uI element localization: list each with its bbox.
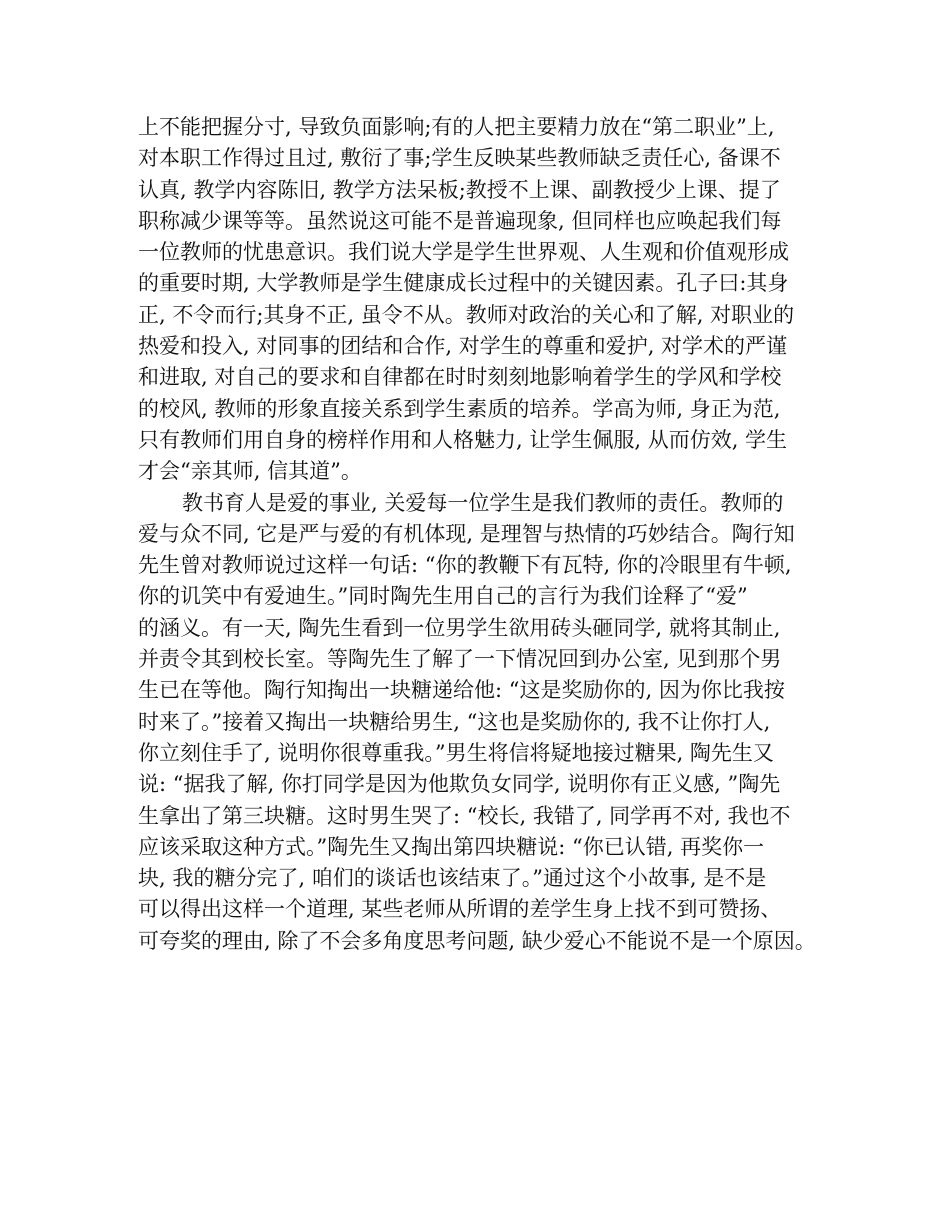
text-line: 只有教师们用自身的榜样作用和人格魅力, 让学生佩服, 从而仿效, 学生 (138, 427, 788, 452)
body-text (138, 112, 828, 957)
text-line: 时来了。”接着又掏出一块糖给男生, “这也是奖励你的, 我不让你打人, (138, 709, 771, 734)
text-line: 可夸奖的理由, 除了不会多角度思考问题, 缺少爱心不能说不是一个原因。 (138, 928, 816, 953)
text-line: 和进取, 对自己的要求和自律都在时时刻刻地影响着学生的学风和学校 (138, 365, 782, 390)
text-line: 职称减少课等等。虽然说这可能不是普遍现象, 但同样也应唤起我们每 (138, 208, 782, 233)
text-line: 块, 我的糖分完了, 咱们的谈话也该结束了。”通过这个小故事, 是不是 (138, 866, 767, 891)
text-line: 生已在等他。陶行知掏出一块糖递给他: “这是奖励你的, 因为你比我按 (138, 678, 785, 703)
text-line: 才会“亲其师, 信其道”。 (138, 459, 362, 484)
text-line: 认真, 教学内容陈旧, 教学方法呆板;教授不上课、副教授少上课、提了 (138, 177, 781, 202)
text-line: 说: “据我了解, 你打同学是因为他欺负女同学, 说明你有正义感, ”陶先 (138, 772, 781, 797)
text-line: 可以得出这样一个道理, 某些老师从所谓的差学生身上找不到可赞扬、 (138, 897, 782, 922)
text-line: 对本职工作得过且过, 敷衍了事;学生反映某些教师缺乏责任心, 备课不 (138, 146, 781, 171)
text-line: 的涵义。有一天, 陶先生看到一位男学生欲用砖头砸同学, 就将其制止, (138, 615, 781, 640)
text-line: 的重要时期, 大学教师是学生健康成长过程中的关键因素。孔子曰:其身 (138, 271, 789, 296)
text-line: 一位教师的忧患意识。我们说大学是学生世界观、人生观和价值观形成 (138, 240, 789, 265)
text-line: 上不能把握分寸, 导致负面影响;有的人把主要精力放在“第二职业”上, (138, 115, 775, 139)
text-line: 正, 不令而行;其身不正, 虽令不从。教师对政治的关心和了解, 对职业的 (138, 302, 795, 327)
text-line: 生拿出了第三块糖。这时男生哭了: “校长, 我错了, 同学再不对, 我也不 (138, 803, 791, 828)
text-line: 应该采取这种方式。”陶先生又掏出第四块糖说: “你已认错, 再奖你一 (138, 834, 765, 859)
text-line: 的校风, 教师的形象直接关系到学生素质的培养。学高为师, 身正为范, (138, 396, 781, 421)
text-line: 先生曾对教师说过这样一句话: “你的教鞭下有瓦特, 你的冷眼里有牛顿, (138, 553, 792, 578)
text-line: 你立刻住手了, 说明你很尊重我。”男生将信将疑地接过糖果, 陶先生又 (138, 740, 774, 765)
text-line: 并责令其到校长室。等陶先生了解了一下情况回到办公室, 见到那个男 (138, 647, 782, 672)
text-line: 爱与众不同, 它是严与爱的有机体现, 是理智与热情的巧妙结合。陶行知 (138, 521, 795, 546)
text-line: 热爱和投入, 对同事的团结和合作, 对学生的尊重和爱护, 对学术的严谨 (138, 334, 788, 359)
text-line: 你的讥笑中有爱迪生。”同时陶先生用自己的言行为我们诠释了“爱” (138, 584, 748, 609)
paragraph-first-line: 教书育人是爱的事业, 关爱每一位学生是我们教师的责任。教师的 (182, 490, 784, 515)
